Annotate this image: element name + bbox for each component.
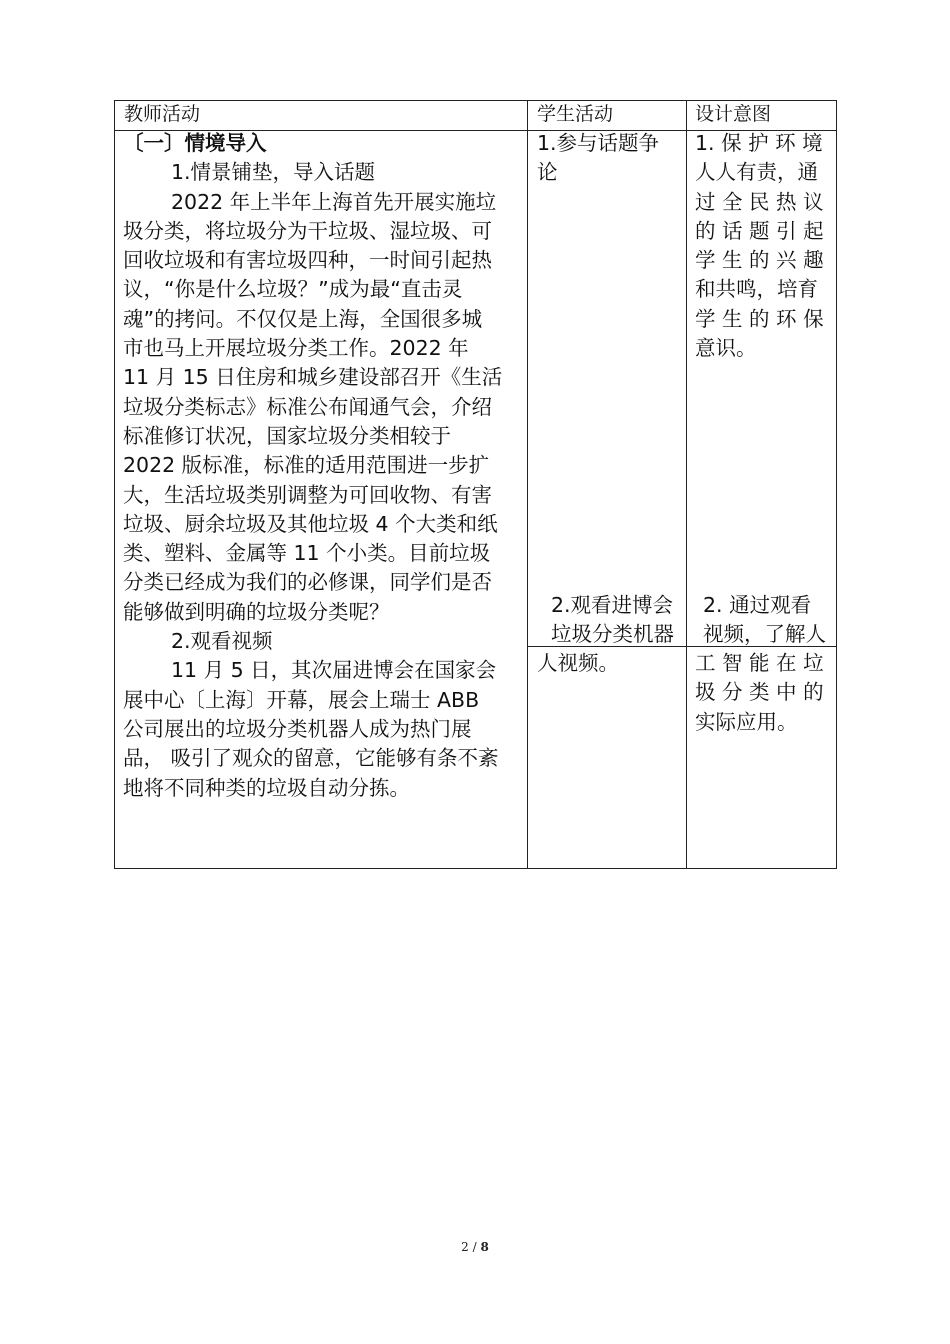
header-student-activity: 学生活动: [537, 103, 614, 125]
student-activity-1: [537, 129, 659, 188]
design-line: 学 生 的 兴 趣: [695, 248, 824, 273]
teacher-activity-text: [123, 129, 502, 803]
teacher-line: 垃圾分类标志》标准公布闻通气会，介绍: [123, 394, 492, 419]
design-line: 意识。: [695, 336, 757, 361]
student-line: 垃圾分类机器: [551, 622, 674, 647]
teacher-line: 市也马上开展垃圾分类工作。2022 年: [123, 336, 469, 361]
student-line: 人视频。: [537, 651, 619, 675]
teacher-line: 品， 吸引了观众的留意，它能够有条不紊: [123, 746, 499, 771]
design-line: 圾 分 类 中 的: [695, 680, 824, 705]
page-separator: /: [468, 1240, 481, 1254]
teacher-line: 能够做到明确的垃圾分类呢？: [123, 599, 390, 624]
teacher-line: 2022 年上半年上海首先开展实施垃: [171, 189, 497, 214]
design-line: 学 生 的 环 保: [695, 306, 824, 331]
page-total: 8: [480, 1240, 489, 1254]
teacher-line: 2.观看视频: [171, 629, 273, 654]
design-line: 工 智 能 在 垃: [695, 651, 824, 675]
column-divider: [686, 101, 687, 868]
design-line: 过 全 民 热 议: [695, 189, 824, 214]
student-line: 2.观看进博会: [551, 593, 674, 617]
teacher-line: 2022 版标准，标准的适用范围进一步扩: [123, 453, 490, 478]
design-line: 视频，了解人: [703, 622, 826, 647]
design-line: 的 话 题 引 起: [695, 218, 824, 243]
teacher-line: 议，“你是什么垃圾？”成为最“直击灵: [123, 277, 463, 302]
teacher-line: 1.情景铺垫，导入话题: [171, 160, 376, 185]
lesson-plan-table: [114, 100, 837, 869]
design-intent-2-cont: [695, 649, 824, 737]
student-activity-2: [551, 591, 674, 650]
teacher-line: 展中心〔上海〕开幕，展会上瑞士 ABB: [123, 687, 480, 712]
teacher-line: 公司展出的垃圾分类机器人成为热门展: [123, 716, 472, 741]
design-line: 人人有责，通: [695, 160, 818, 185]
teacher-line: 圾分类，将垃圾分为干垃圾、湿垃圾、可: [123, 218, 492, 243]
design-line: 1. 保 护 环 境: [695, 131, 823, 155]
design-line: 2. 通过观看: [703, 593, 812, 617]
header-teacher-activity: 教师活动: [124, 103, 201, 125]
section-title: 〔一〕情境导入: [123, 131, 267, 155]
teacher-line: 垃圾、厨余垃圾及其他垃圾 4 个大类和纸: [123, 511, 498, 536]
teacher-line: 11 月 5 日，其次届进博会在国家会: [171, 658, 497, 683]
student-line: 1.参与话题争: [537, 131, 660, 155]
teacher-line: 类、塑料、金属等 11 个小类。目前垃圾: [123, 541, 491, 566]
teacher-line: 大，生活垃圾类别调整为可回收物、有害: [123, 482, 492, 507]
design-intent-2: [703, 591, 826, 650]
student-line: 论: [537, 160, 558, 185]
teacher-line: 分类已经成为我们的必修课，同学们是否: [123, 570, 492, 595]
design-intent-1: [695, 129, 824, 363]
header-design-intent: 设计意图: [695, 103, 772, 125]
student-activity-2-cont: [537, 649, 619, 678]
page-number: [0, 1240, 950, 1254]
column-divider: [527, 101, 528, 868]
teacher-line: 地将不同种类的垃圾自动分拣。: [123, 775, 410, 800]
page-current: 2: [461, 1240, 469, 1254]
teacher-line: 11 月 15 日住房和城乡建设部召开《生活: [123, 365, 503, 390]
design-line: 实际应用。: [695, 709, 798, 734]
teacher-line: 魂”的拷问。不仅仅是上海，全国很多城: [123, 306, 483, 331]
teacher-line: 回收垃圾和有害垃圾四种，一时间引起热: [123, 248, 492, 273]
teacher-line: 标准修订状况，国家垃圾分类相较于: [123, 423, 451, 448]
design-line: 和共鸣，培育: [695, 277, 818, 302]
